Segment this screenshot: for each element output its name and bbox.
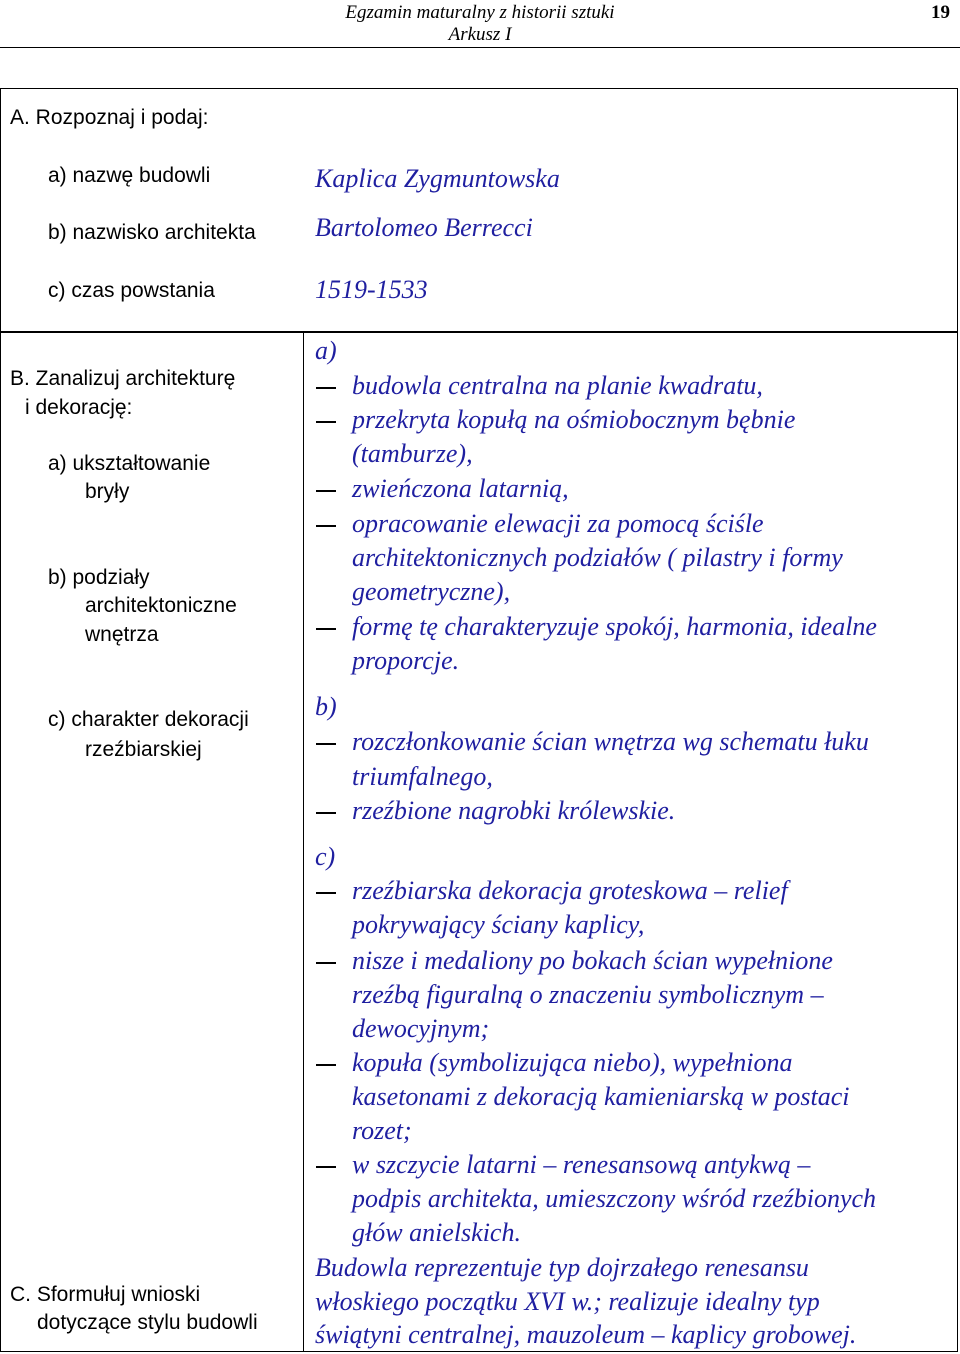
section-b-label-a-line1: a) ukształtowanie	[48, 452, 211, 475]
conclusion-line: Budowla reprezentuje typ dojrzałego renesansu	[315, 1253, 809, 1282]
section-a-title: A. Rozpoznaj i podaj:	[10, 106, 209, 129]
section-b-label-b-line3: wnętrza	[85, 623, 159, 646]
section-a-label-c: c) czas powstania	[48, 279, 215, 302]
conclusion-line: włoskiego początku XVI w.; realizuje idealny typ	[315, 1287, 820, 1316]
exam-title	[0, 2, 960, 46]
answer-c-line: w szczycie latarni – renesansową antykwą –	[352, 1150, 811, 1179]
header-divider	[0, 47, 960, 48]
answer-c-line: rozet;	[352, 1116, 412, 1145]
section-a-answer-c: 1519-1533	[315, 275, 428, 304]
page-number: 19	[931, 2, 950, 23]
answer-a-line: budowla centralna na planie kwadratu,	[352, 371, 763, 400]
bullet-dash	[316, 1064, 336, 1066]
bullet-dash	[316, 892, 336, 894]
exam-title-line1: Egzamin maturalny z historii sztuki	[345, 2, 615, 23]
answer-a-line: przekryta kopułą na ośmiobocznym bębnie	[352, 405, 796, 434]
section-c-title-line2: dotyczące stylu budowli	[37, 1311, 258, 1334]
answer-a-line: opracowanie elewacji za pomocą ściśle	[352, 509, 764, 538]
column-divider	[303, 331, 304, 1352]
answer-c-line: podpis architekta, umieszczony wśród rzeźbionych	[352, 1184, 877, 1213]
answer-a-line: architektonicznych podziałów ( pilastry i formy	[352, 543, 843, 572]
answer-c-line: głów anielskich.	[352, 1218, 521, 1247]
answer-b-line: triumfalnego,	[352, 762, 493, 791]
answer-a-line: geometryczne),	[352, 577, 511, 606]
answer-b-line: rozczłonkowanie ścian wnętrza wg schematu łuku	[352, 727, 869, 756]
answer-b-marker: b)	[315, 692, 337, 721]
section-b-label-a-line2: bryły	[85, 480, 130, 503]
exam-title-line2: Arkusz I	[448, 24, 512, 45]
answer-c-line: pokrywający ściany kaplicy,	[352, 910, 645, 939]
answer-a-line: (tamburze),	[352, 439, 473, 468]
bullet-dash	[316, 812, 336, 814]
section-b-title-line1: B. Zanalizuj architekturę	[10, 367, 236, 390]
answer-c-line: kopuła (symbolizująca niebo), wypełniona	[352, 1048, 793, 1077]
bullet-dash	[316, 490, 336, 492]
section-b-label-c-line2: rzeźbiarskiej	[85, 738, 202, 761]
bullet-dash	[316, 387, 336, 389]
conclusion-line: świątyni centralnej, mauzoleum – kaplicy grobowej.	[315, 1320, 857, 1349]
section-b-label-b-line1: b) podziały	[48, 566, 150, 589]
bullet-dash	[316, 628, 336, 630]
answer-c-marker: c)	[315, 842, 336, 871]
answer-c-line: dewocyjnym;	[352, 1014, 490, 1043]
answer-c-line: nisze i medaliony po bokach ścian wypełnione	[352, 946, 833, 975]
bullet-dash	[316, 743, 336, 745]
answer-c-line: kasetonami z dekoracją kamieniarską w postaci	[352, 1082, 850, 1111]
answer-a-line: zwieńczona latarnią,	[352, 474, 569, 503]
section-a-label-b: b) nazwisko architekta	[48, 221, 256, 244]
bullet-dash	[316, 525, 336, 527]
answer-a-line: proporcje.	[352, 646, 460, 675]
section-c-title-line1: C. Sformułuj wnioski	[10, 1283, 201, 1306]
section-b-label-b-line2: architektoniczne	[85, 594, 237, 617]
answer-b-line: rzeźbione nagrobki królewskie.	[352, 796, 676, 825]
answer-a-line: formę tę charakteryzuje spokój, harmonia, idealne	[352, 612, 877, 641]
section-b-label-c-line1: c) charakter dekoracji	[48, 708, 249, 731]
section-a-label-a: a) nazwę budowli	[48, 164, 211, 187]
bullet-dash	[316, 962, 336, 964]
bullet-dash	[316, 421, 336, 423]
answer-c-line: rzeźbiarska dekoracja groteskowa – relief	[352, 876, 788, 905]
answer-c-line: rzeźbą figuralną o znaczeniu symbolicznym –	[352, 980, 824, 1009]
bullet-dash	[316, 1166, 336, 1168]
section-a-answer-a: Kaplica Zygmuntowska	[315, 164, 560, 193]
answer-a-marker: a)	[315, 336, 337, 365]
section-a-answer-b: Bartolomeo Berrecci	[315, 213, 533, 242]
section-b-title-line2: i dekorację:	[25, 396, 133, 419]
